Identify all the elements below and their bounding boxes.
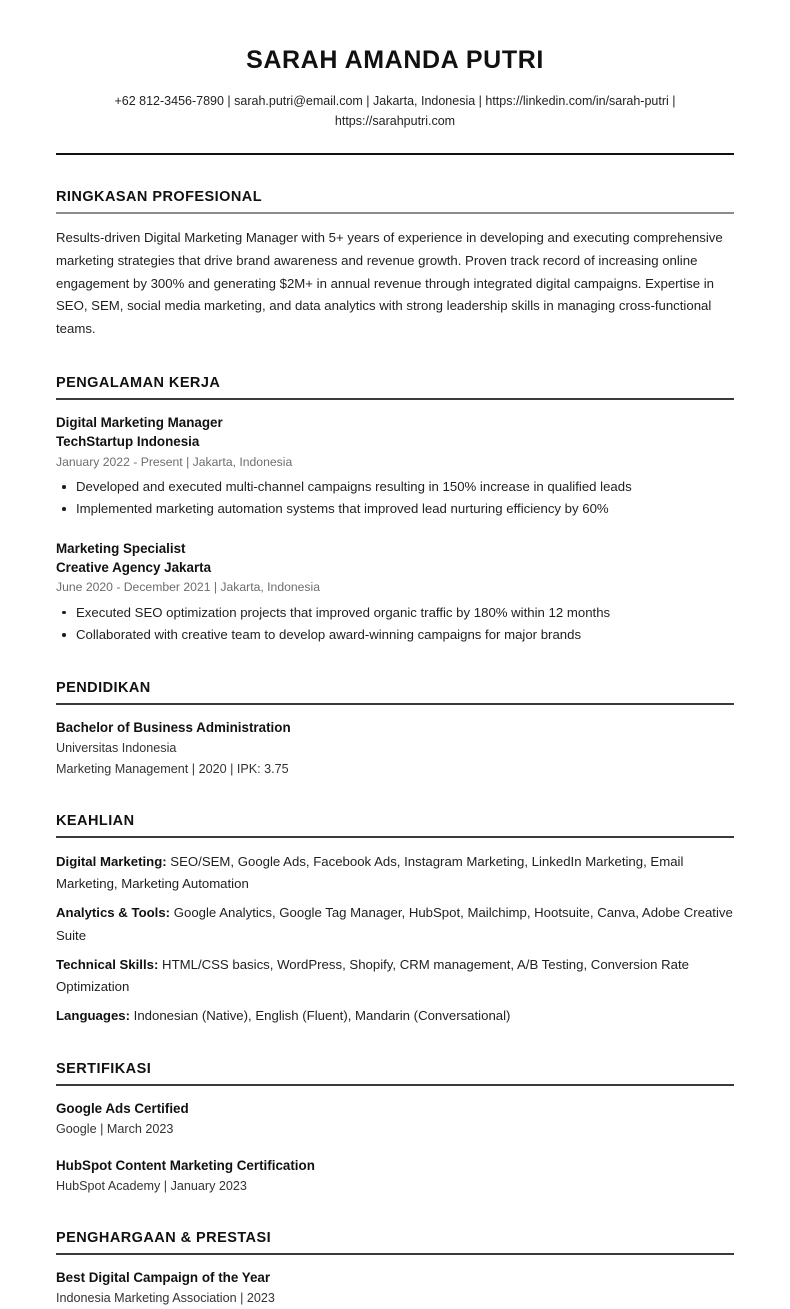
- skill-category-values: SEO/SEM, Google Ads, Facebook Ads, Instagram Marketing, LinkedIn Marketing, Email Marketing, Marketing Automation: [56, 854, 684, 892]
- job-bullet-text: Executed SEO optimization projects that improved organic traffic by 180% within 12 months: [76, 604, 611, 620]
- education-degree: Bachelor of Business Administration: [56, 720, 291, 736]
- job-bullet: [56, 476, 734, 498]
- section-education: [56, 680, 734, 779]
- bullet-dot-icon: [62, 485, 66, 489]
- certification-item: [56, 1156, 734, 1197]
- job-bullet-text: Collaborated with creative team to develop award-winning campaigns for major brands: [76, 627, 582, 643]
- contact-info: +62 812-3456-7890 | sarah.putri@email.com | Jakarta, Indonesia | https://linkedin.com/in/sarah-putri | https://sarahputri.com: [114, 93, 676, 128]
- skill-category-label: Languages:: [56, 1008, 131, 1024]
- skill-category-values: HTML/CSS basics, WordPress, Shopify, CRM management, A/B Testing, Conversion Rate Optimization: [56, 956, 690, 994]
- summary-text: Results-driven Digital Marketing Manager with 5+ years of experience in developing and executing comprehensive marketing strategies that drive brand awareness and revenue growth. Proven track record of increasing online engagement by 300% and generating $2M+ in annual revenue through integrated digital campaigns. Expertise in SEO, SEM, social media marketing, and data analytics with strong leadership skills in managing cross-functional teams.: [56, 230, 723, 337]
- experience-item: [56, 539, 734, 647]
- section-divider-summary: [56, 212, 734, 214]
- certification-item: [56, 1099, 734, 1140]
- skill-group: [56, 851, 734, 895]
- section-professional-summary: [56, 189, 734, 341]
- skill-category-label: Technical Skills:: [56, 956, 159, 972]
- job-date-location: January 2022 - Present | Jakarta, Indonesia: [56, 454, 293, 469]
- skill-category-label: Digital Marketing:: [56, 854, 167, 870]
- resume-header: [56, 0, 734, 155]
- award-name: Best Digital Campaign of the Year: [56, 1270, 271, 1286]
- job-bullet-list: [56, 476, 734, 520]
- award-issuer: Indonesia Marketing Association | 2023: [56, 1291, 275, 1306]
- section-work-experience: [56, 375, 734, 646]
- education-item: [56, 718, 734, 779]
- section-title-certifications: SERTIFIKASI: [56, 1061, 152, 1078]
- job-bullet-text: Developed and executed multi-channel campaigns resulting in 150% increase in qualified leads: [76, 479, 632, 495]
- job-bullet: [56, 602, 734, 624]
- section-divider-awards: [56, 1253, 734, 1255]
- job-position: Marketing Specialist: [56, 540, 186, 556]
- section-divider-education: [56, 703, 734, 705]
- skill-category-values: Google Analytics, Google Tag Manager, HubSpot, Mailchimp, Hootsuite, Canva, Adobe Creative Suite: [56, 905, 733, 943]
- bullet-dot-icon: [62, 611, 66, 615]
- job-bullet-list: [56, 602, 734, 646]
- certification-name: Google Ads Certified: [56, 1101, 189, 1117]
- certification-issuer: HubSpot Academy | January 2023: [56, 1178, 247, 1193]
- skill-group: [56, 954, 734, 998]
- experience-item: [56, 413, 734, 521]
- section-title-summary: RINGKASAN PROFESIONAL: [56, 189, 263, 206]
- section-divider-certifications: [56, 1084, 734, 1086]
- section-awards: [56, 1230, 734, 1309]
- job-bullet: [56, 624, 734, 646]
- skill-category-values: Indonesian (Native), English (Fluent), Mandarin (Conversational): [130, 1008, 511, 1024]
- candidate-name: SARAH AMANDA PUTRI: [246, 46, 544, 74]
- skill-category-label: Analytics & Tools:: [56, 905, 171, 921]
- award-item: [56, 1268, 734, 1309]
- section-divider-skills: [56, 836, 734, 838]
- job-bullet-text: Implemented marketing automation systems that improved lead nurturing efficiency by 60%: [76, 501, 609, 517]
- job-company: TechStartup Indonesia: [56, 434, 200, 450]
- education-institution: Universitas Indonesia: [56, 741, 177, 756]
- bullet-dot-icon: [62, 507, 66, 511]
- section-title-experience: PENGALAMAN KERJA: [56, 374, 221, 391]
- skill-group: [56, 902, 734, 946]
- section-title-skills: KEAHLIAN: [56, 813, 135, 830]
- section-divider-experience: [56, 398, 734, 400]
- section-certifications: [56, 1061, 734, 1196]
- job-bullet: [56, 498, 734, 520]
- certification-issuer: Google | March 2023: [56, 1122, 174, 1137]
- section-title-education: PENDIDIKAN: [56, 680, 151, 697]
- education-details: Marketing Management | 2020 | IPK: 3.75: [56, 761, 289, 776]
- header-divider: [56, 153, 734, 155]
- job-date-location: June 2020 - December 2021 | Jakarta, Indonesia: [56, 580, 321, 595]
- skill-group: [56, 1005, 734, 1027]
- section-title-awards: PENGHARGAAN & PRESTASI: [56, 1230, 272, 1247]
- section-skills: [56, 813, 734, 1027]
- job-company: Creative Agency Jakarta: [56, 559, 212, 575]
- bullet-dot-icon: [62, 633, 66, 637]
- certification-name: HubSpot Content Marketing Certification: [56, 1157, 315, 1173]
- job-position: Digital Marketing Manager: [56, 414, 223, 430]
